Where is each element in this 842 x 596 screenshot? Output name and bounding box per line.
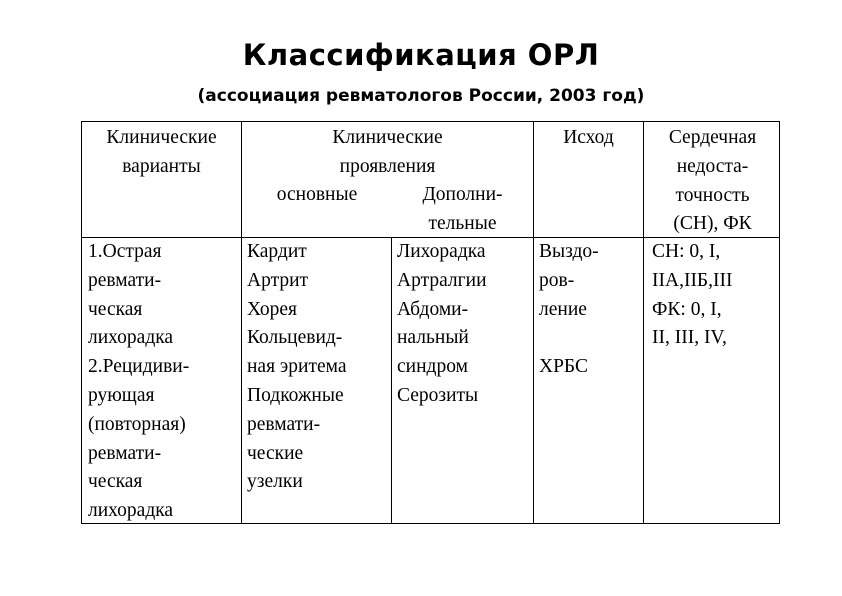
header-main: основные [276, 184, 358, 205]
header-variants: Клинические варианты [106, 127, 217, 177]
classification-table [81, 121, 780, 524]
body-heart-failure: СН: 0, I, IIА,IIБ,III ФК: 0, I, II, III, IV, [652, 241, 733, 349]
page-subtitle: (ассоциация ревматологов России, 2003 год) [197, 86, 645, 106]
header-additional: Дополни- тельные [422, 184, 503, 234]
header-heart-failure: Сердечная недоста- точность (СН), ФК [668, 127, 757, 235]
column-divider [533, 122, 534, 523]
body-additional: Лихорадка Артралгии Абдоми- нальный синдром Серозиты [397, 241, 487, 406]
page-title: Классификация ОРЛ [242, 38, 600, 72]
body-main: Кардит Артрит Хорея Кольцевид- ная эритема Подкожные ревмати- ческие узелки [247, 241, 347, 493]
body-outcome: Выздо- ров- ление ХРБС [539, 241, 599, 378]
body-variants: 1.Острая ревмати- ческая лихорадка 2.Рецидиви- рующая (повторная) ревмати- ческая лихорадка [88, 241, 190, 522]
column-divider [241, 122, 242, 523]
column-divider [391, 237, 392, 523]
header-manifestations: Клинические проявления [332, 127, 443, 177]
header-outcome: Исход [563, 127, 614, 148]
